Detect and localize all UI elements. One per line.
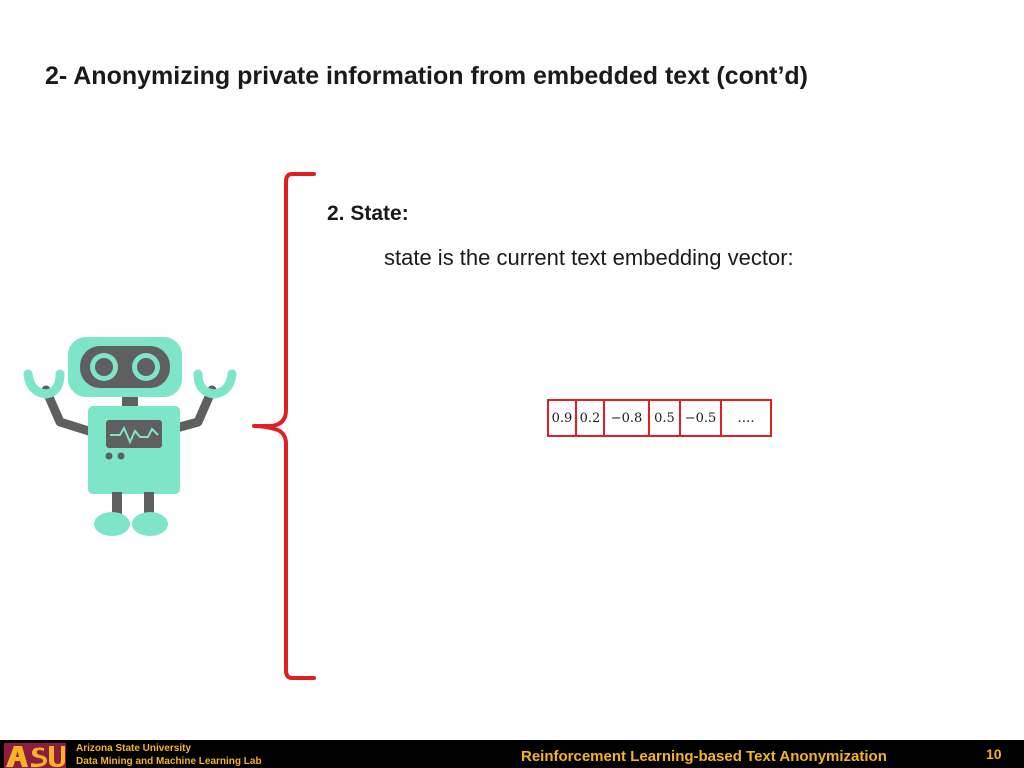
vector-cell: 0.5 bbox=[650, 401, 681, 435]
footer-lab: Data Mining and Machine Learning Lab bbox=[76, 756, 262, 767]
vector-cell: −0.5 bbox=[681, 401, 722, 435]
embedding-vector bbox=[547, 399, 772, 437]
left-curly-brace bbox=[252, 170, 322, 682]
robot-illustration bbox=[22, 332, 238, 542]
vector-cell: 0.2 bbox=[577, 401, 605, 435]
asu-logo bbox=[4, 743, 66, 768]
footer-presentation-title: Reinforcement Learning-based Text Anonymization bbox=[521, 748, 887, 765]
footer-organization bbox=[76, 742, 262, 768]
slide-title: 2- Anonymizing private information from embedded text (cont’d) bbox=[45, 62, 809, 90]
section-heading: 2. State: bbox=[327, 202, 409, 225]
vector-cell: 0.9 bbox=[549, 401, 577, 435]
vector-cell-ellipsis: …. bbox=[737, 410, 755, 426]
footer-bar bbox=[0, 740, 1024, 768]
page-number: 10 bbox=[986, 746, 1002, 762]
footer-university: Arizona State University bbox=[76, 743, 192, 754]
vector-cell: −0.8 bbox=[605, 401, 650, 435]
section-text: state is the current text embedding vector: bbox=[384, 245, 794, 270]
